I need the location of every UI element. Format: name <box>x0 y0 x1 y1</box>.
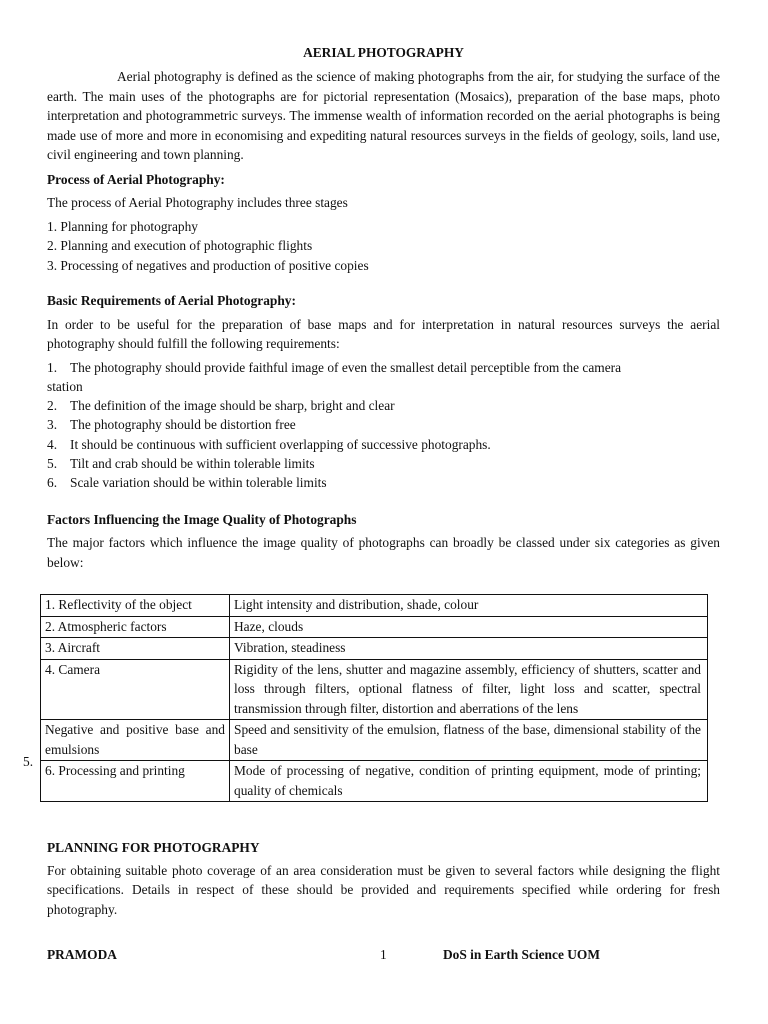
table-row <box>41 638 708 660</box>
list-item <box>47 358 720 377</box>
detail-cell: Rigidity of the lens, shutter and magazine assembly, efficiency of shutters, scatter and loss through filters, optional flatness of filter, light loss and scatter, spectral transmission through filter, distortion and aberrations of the lens <box>230 659 708 720</box>
list-item <box>47 435 720 454</box>
footer-page-number: 1 <box>380 947 387 962</box>
document-page <box>47 43 720 572</box>
table-row <box>41 616 708 638</box>
list-text: Tilt and crab should be within tolerable limits <box>70 455 315 471</box>
list-item <box>47 415 720 434</box>
detail-cell: Speed and sensitivity of the emulsion, flatness of the base, dimensional stability of the base <box>230 720 708 761</box>
table-row <box>41 720 708 761</box>
list-number: 4. <box>47 436 58 452</box>
list-item-continuation: station <box>47 378 83 394</box>
list-item: 3. Processing of negatives and production of positive copies <box>47 257 369 273</box>
factor-cell: 2. Atmospheric factors <box>41 616 230 638</box>
list-text: The photography should provide faithful image of even the smallest detail perceptible from the camera <box>70 359 622 375</box>
detail-cell: Haze, clouds <box>230 616 708 638</box>
list-text: The photography should be distortion free <box>70 417 296 433</box>
list-text: The definition of the image should be sharp, bright and clear <box>70 398 395 414</box>
factor-cell: 3. Aircraft <box>41 638 230 660</box>
list-item: 1. Planning for photography <box>47 218 198 234</box>
row-five-number: 5. <box>23 754 34 769</box>
table-row <box>41 595 708 617</box>
planning-heading: PLANNING FOR PHOTOGRAPHY <box>47 840 260 855</box>
list-number: 2. <box>47 398 58 414</box>
factor-cell: Negative and positive base and emulsions <box>41 720 230 761</box>
list-text: It should be continuous with sufficient overlapping of successive photographs. <box>70 436 491 452</box>
table-row <box>41 761 708 802</box>
factor-cell: 6. Processing and printing <box>41 761 230 802</box>
requirements-heading: Basic Requirements of Aerial Photography: <box>47 293 296 308</box>
planning-section <box>47 838 720 919</box>
factors-table <box>40 594 708 802</box>
list-number: 3. <box>47 417 58 433</box>
footer-department: DoS in Earth Science UOM <box>443 947 600 962</box>
detail-cell: Mode of processing of negative, condition of printing equipment, mode of printing; quality of chemicals <box>230 761 708 802</box>
table-row <box>41 659 708 720</box>
list-number: 6. <box>47 475 58 491</box>
list-number: 5. <box>47 455 58 471</box>
list-item <box>47 396 720 415</box>
detail-cell: Light intensity and distribution, shade, colour <box>230 595 708 617</box>
detail-cell: Vibration, steadiness <box>230 638 708 660</box>
factors-lead: The major factors which influence the image quality of photographs can broadly be classed under six categories as given below: <box>47 535 720 570</box>
list-text: Scale variation should be within tolerable limits <box>70 475 327 491</box>
requirements-list <box>47 358 720 493</box>
document-title: AERIAL PHOTOGRAPHY <box>303 45 464 60</box>
process-list <box>47 217 720 276</box>
factors-heading: Factors Influencing the Image Quality of Photographs <box>47 511 357 527</box>
planning-paragraph: For obtaining suitable photo coverage of an area consideration must be given to several factors while designing the flight specifications. Details in respect of these should be provided and requirements specified while ordering for fresh photography. <box>47 862 720 917</box>
list-item <box>47 454 720 473</box>
factor-cell: 4. Camera <box>41 659 230 720</box>
list-item: 2. Planning and execution of photographic flights <box>47 238 313 253</box>
process-lead: The process of Aerial Photography includes three stages <box>47 195 348 210</box>
list-number: 1. <box>47 359 58 375</box>
process-heading: Process of Aerial Photography: <box>47 171 225 187</box>
requirements-lead: In order to be useful for the preparation of base maps and for interpretation in natural resources surveys the aerial photography should fulfill the following requirements: <box>47 316 720 351</box>
intro-paragraph: Aerial photography is defined as the science of making photographs from the air, for studying the surface of the earth. The main uses of the photographs are for pictorial representation (Mosaics), preparation of the base maps, photo interpretation and photogrammetric surveys. The immense wealth of information recorded on the aerial photographs is being made use of more and more in economising and expediting natural resources surveys in the fields of geology, soils, land use, civil engineering and town planning. <box>47 69 720 162</box>
factor-cell: 1. Reflectivity of the object <box>41 595 230 617</box>
list-item <box>47 473 720 492</box>
footer-author: PRAMODA <box>47 947 117 962</box>
